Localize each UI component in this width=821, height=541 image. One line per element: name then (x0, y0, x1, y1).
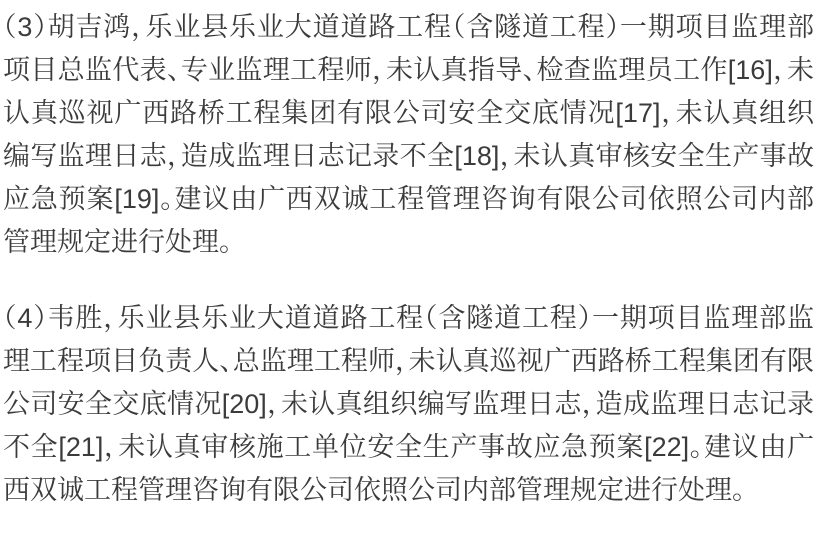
paragraph-item-3: （3）胡吉鸿，乐业县乐业大道道路工程（含隧道工程）一期项目监理部项目总监代表、专业监理工程师，未认真指导、检查监理员工作[16]，未认真巡视广西路桥工程集团有限公司安全交底情况[17]，未认真组织编写监理日志，造成监理日志记录不全[18]，未认真审核安全生产事故应急预案[19]。建议由广西双诚工程管理咨询有限公司依照公司内部管理规定进行处理。 (3, 12, 814, 257)
paragraph-item-4: （4）韦胜，乐业县乐业大道道路工程（含隧道工程）一期项目监理部监理工程项目负责人、总监理工程师，未认真巡视广西路桥工程集团有限公司安全交底情况[20]，未认真组织编写监理日志，造成监理日志记录不全[21]，未认真审核施工单位安全生产事故应急预案[22]。建议由广西双诚工程管理咨询有限公司依照公司内部管理规定进行处理。 (3, 303, 814, 505)
